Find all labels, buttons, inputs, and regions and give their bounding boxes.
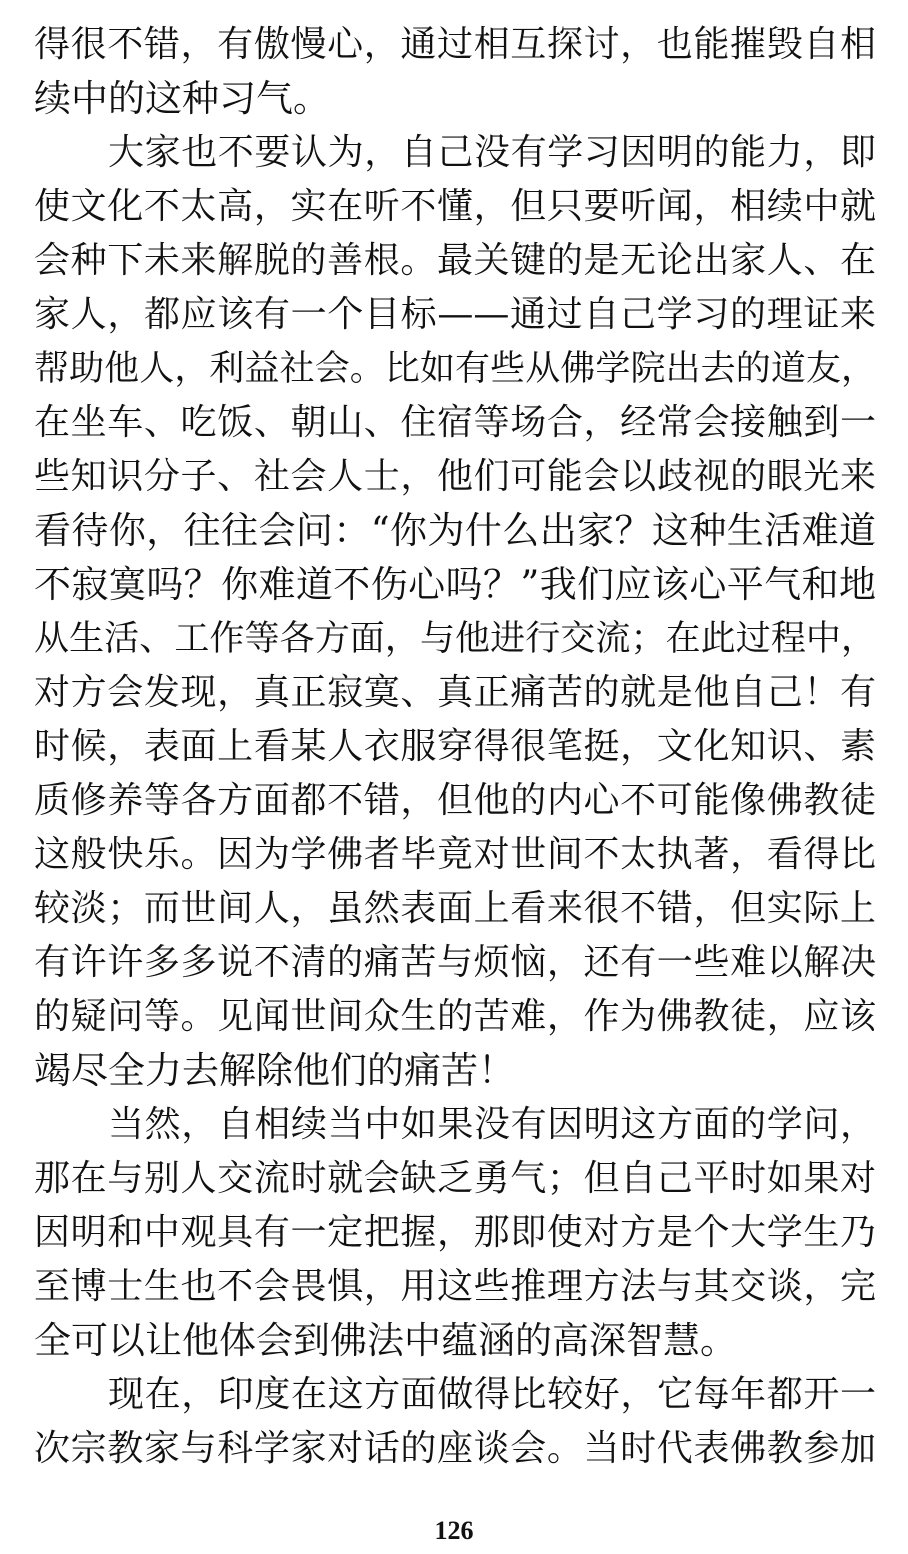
text-line: 在坐车、吃饭、朝山、住宿等场合，经常会接触到一 (34, 402, 876, 443)
text-line: 全可以让他体会到佛法中蕴涵的高深智慧。 (34, 1319, 737, 1362)
text-line: 较淡；而世间人，虽然表面上看来很不错，但实际上 (34, 888, 876, 929)
text-line: 续中的这种习气。 (34, 77, 330, 120)
text-line: 那在与别人交流时就会缺乏勇气；但自己平时如果对 (34, 1158, 876, 1199)
page-number: 126 (434, 1516, 474, 1545)
text-line: 帮助他人，利益社会。比如有些从佛学院出去的道友， (34, 349, 876, 389)
text-line: 得很不错，有傲慢心，通过相互探讨，也能摧毁自相 (34, 24, 876, 65)
text-line: 看待你，往往会问：“你为什么出家？这种生活难道 (34, 509, 876, 552)
paragraph-first-line: 现在，印度在这方面做得比较好，它每年都开一 (108, 1374, 876, 1415)
paragraph-first-line: 当然，自相续当中如果没有因明这方面的学问， (108, 1104, 876, 1145)
text-line: 使文化不太高，实在听不懂，但只要听闻，相续中就 (34, 186, 876, 227)
text-line: 些知识分子、社会人士，他们可能会以歧视的眼光来 (34, 456, 876, 497)
text-line: 时候，表面上看某人衣服穿得很笔挺，文化知识、素 (34, 726, 876, 767)
text-line: 质修养等各方面都不错，但他的内心不可能像佛教徒 (34, 780, 876, 821)
text-line: 对方会发现，真正寂寞、真正痛苦的就是他自己！有 (34, 672, 876, 713)
text-line: 从生活、工作等各方面，与他进行交流；在此过程中， (34, 619, 876, 659)
text-line: 有许许多多说不清的痛苦与烦恼，还有一些难以解决 (34, 942, 876, 983)
text-line: 因明和中观具有一定把握，那即使对方是个大学生乃 (34, 1212, 876, 1253)
text-line: 这般快乐。因为学佛者毕竟对世间不太执著，看得比 (34, 834, 876, 875)
text-line: 的疑问等。见闻世间众生的苦难，作为佛教徒，应该 (34, 996, 876, 1037)
text-line: 次宗教家与科学家对话的座谈会。当时代表佛教参加 (34, 1428, 876, 1469)
text-line: 至博士生也不会畏惧，用这些推理方法与其交谈，完 (34, 1266, 876, 1307)
paragraph-first-line: 大家也不要认为，自己没有学习因明的能力，即 (108, 132, 876, 173)
text-line: 会种下未来解脱的善根。最关键的是无论出家人、在 (34, 240, 876, 281)
text-line: 家人，都应该有一个目标——通过自己学习的理证来 (34, 294, 876, 335)
text-line: 竭尽全力去解除他们的痛苦！ (34, 1049, 515, 1092)
text-line: 不寂寞吗？你难道不伤心吗？”我们应该心平气和地 (34, 563, 876, 606)
